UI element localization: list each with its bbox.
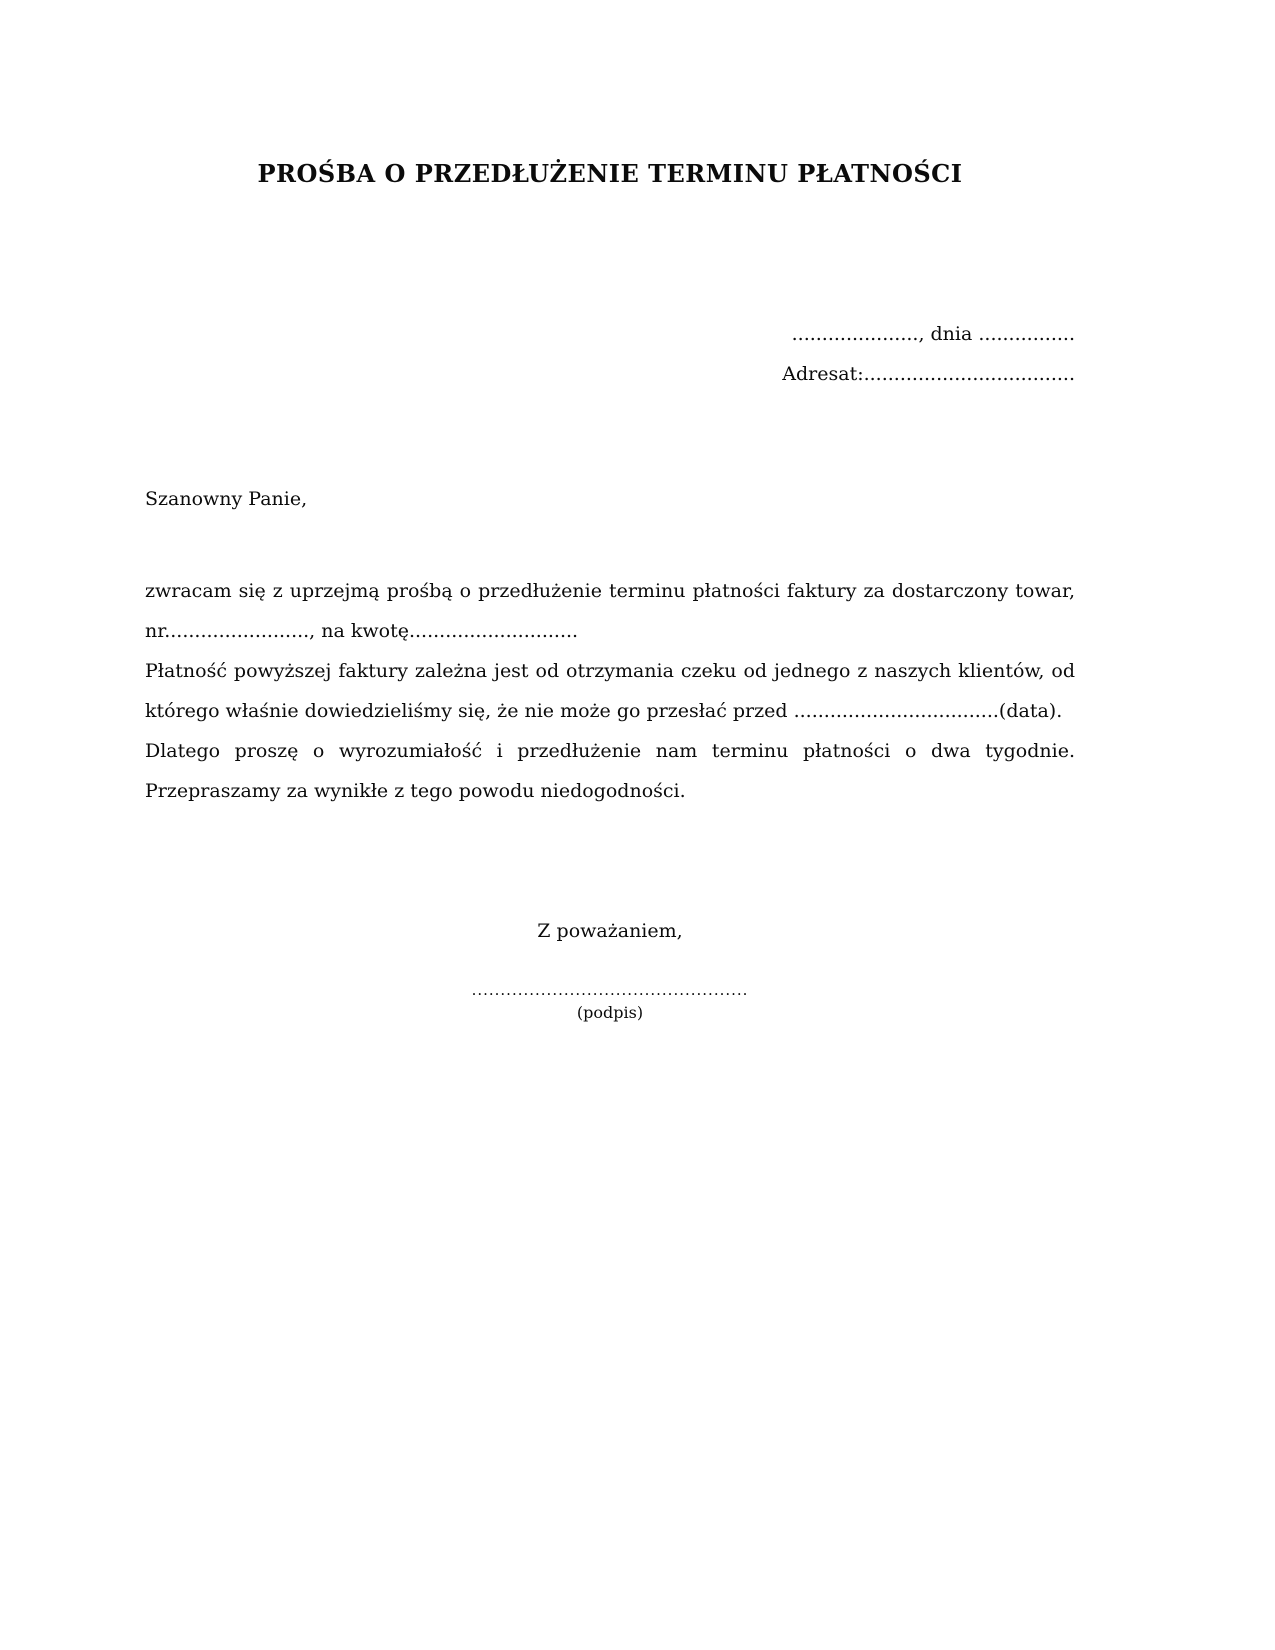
paragraph-payment-dependency: Płatność powyższej faktury zależna jest od otrzymania czeku od jednego z naszych klientów, od którego właśnie dowiedzieliśmy się, że nie może go przesłać przed ..................................(data).	[145, 659, 1075, 722]
letter-meta-block	[145, 314, 1075, 394]
closing-block	[145, 911, 1075, 1025]
addressee-line: Adresat:...................................	[782, 362, 1075, 385]
closing-phrase: Z poważaniem,	[537, 919, 683, 942]
letter-title: PROŚBA O PRZEDŁUŻENIE TERMINU PŁATNOŚCI	[257, 159, 963, 188]
paragraph-apology: Dlatego proszę o wyrozumiałość i przedłużenie nam terminu płatności o dwa tygodnie. Przepraszamy za wynikłe z tego powodu niedogodności.	[145, 739, 1075, 802]
letter-body	[145, 571, 1075, 811]
date-line: ....................., dnia ................	[791, 322, 1075, 345]
paragraph-invoice-request: zwracam się z uprzejmą prośbą o przedłużenie terminu płatności faktury za dostarczony towar, nr........................, na kwotę............................	[145, 579, 1075, 642]
signature-block	[145, 979, 1075, 1025]
salutation: Szanowny Panie,	[145, 487, 308, 510]
signature-label: (podpis)	[576, 1002, 644, 1022]
signature-line: ................................................	[471, 980, 749, 999]
